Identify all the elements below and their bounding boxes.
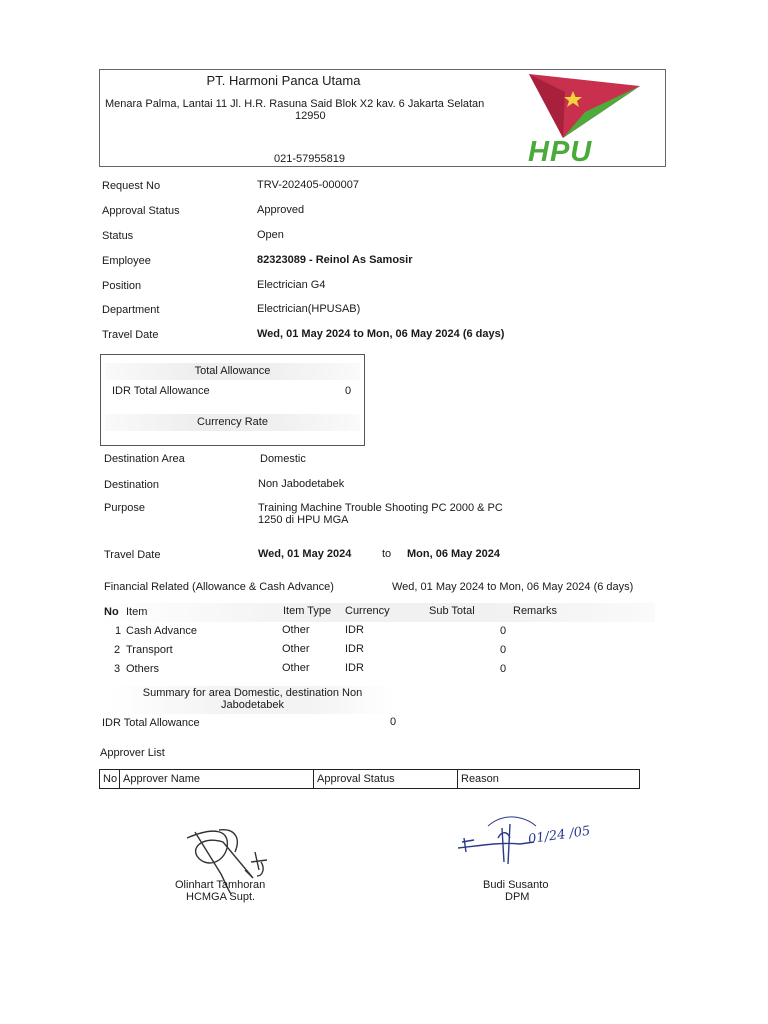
financial-title: Financial Related (Allowance & Cash Advance) [104,581,334,593]
destination-area-value: Domestic [260,453,306,465]
signatory-2-title: DPM [505,891,530,903]
company-logo [525,72,643,166]
table-row [99,643,619,662]
col-item: Item [126,606,148,618]
request-no-value: TRV-202405-000007 [257,179,359,191]
idr-total-label: IDR Total Allowance [102,717,200,729]
purpose-value-line2: 1250 di HPU MGA [258,514,349,526]
employee-label: Employee [102,255,151,267]
approver-list-title: Approver List [100,747,165,759]
hpu-logo-icon [525,72,643,144]
currency-rate-title: Currency Rate [105,414,360,431]
employee-value: 82323089 - Reinol As Samosir [257,254,413,266]
row-currency: IDR [345,662,364,674]
status-value: Open [257,229,284,241]
col-sub-total: Sub Total [429,605,475,617]
total-allowance-box [100,354,365,446]
total-allowance-title: Total Allowance [105,363,360,380]
row-no: 3 [114,663,121,675]
logo-text: HPU [528,136,593,168]
approver-col-name: Approver Name [119,770,314,788]
idr-total-value: 0 [390,716,397,728]
department-value: Electrician(HPUSAB) [257,303,361,315]
company-address: Menara Palma, Lantai 11 Jl. H.R. Rasuna Said Blok X2 kav. 6 Jakarta Selatan [105,98,485,110]
col-currency: Currency [345,605,390,617]
col-no: No [104,606,119,618]
travel-date-label: Travel Date [102,329,159,341]
request-no-label: Request No [102,180,161,192]
row-item-type: Other [282,662,310,674]
signatory-1-name: Olinhart Tamhoran [175,879,266,891]
signature-block-1 [150,818,310,908]
financial-table-header [99,603,655,622]
summary-line2: Jabodetabek [221,699,284,711]
row-currency: IDR [345,643,364,655]
signatory-1-title: HCMGA Supt. [186,891,256,903]
row-item-type: Other [282,624,310,636]
row-sub-total: 0 [500,644,507,656]
position-label: Position [102,280,142,292]
approver-col-reason: Reason [457,770,639,788]
row-sub-total: 0 [500,625,507,637]
approver-col-status: Approval Status [313,770,458,788]
travel-date-to-word: to [382,548,392,560]
purpose-value-line1: Training Machine Trouble Shooting PC 2000 & PC [258,502,503,514]
signature-block-2 [450,808,600,908]
company-name: PT. Harmoni Panca Utama [206,73,361,88]
financial-period: Wed, 01 May 2024 to Mon, 06 May 2024 (6 days) [392,581,634,593]
travel-date-value: Wed, 01 May 2024 to Mon, 06 May 2024 (6 days) [257,328,505,340]
row-item-type: Other [282,643,310,655]
company-phone: 021-57955819 [274,153,345,165]
department-label: Department [102,304,160,316]
purpose-label: Purpose [104,502,145,514]
idr-total-allowance-label: IDR Total Allowance [112,385,210,397]
signatory-2-name: Budi Susanto [483,879,549,891]
approver-table [99,769,640,789]
destination-area-label: Destination Area [104,453,185,465]
summary-box [110,686,395,714]
idr-total-allowance-value: 0 [345,385,352,397]
handwritten-date: 01/24 /05 [527,823,592,848]
travel-date-to: Mon, 06 May 2024 [407,548,500,560]
row-sub-total: 0 [500,663,507,675]
table-row [99,662,619,681]
row-no: 1 [115,625,122,637]
destination-value: Non Jabodetabek [258,478,345,490]
position-value: Electrician G4 [257,279,326,291]
row-no: 2 [114,644,121,656]
col-item-type: Item Type [283,605,332,617]
destination-label: Destination [104,479,160,491]
company-header [99,69,666,167]
travel-date-from: Wed, 01 May 2024 [258,548,352,560]
travel-date-label-2: Travel Date [104,549,161,561]
row-item: Transport [126,644,173,656]
company-postal-code: 12950 [295,110,326,122]
signature-scribble-2 [458,808,588,878]
approver-col-no: No [103,773,118,785]
summary-line1: Summary for area Domestic, destination Non [142,687,363,699]
col-remarks: Remarks [513,605,558,617]
approval-status-label: Approval Status [102,205,180,217]
row-item: Cash Advance [126,625,197,637]
row-currency: IDR [345,624,364,636]
approval-status-value: Approved [257,204,305,216]
table-row [99,624,619,643]
row-item: Others [126,663,160,675]
status-label: Status [102,230,134,242]
